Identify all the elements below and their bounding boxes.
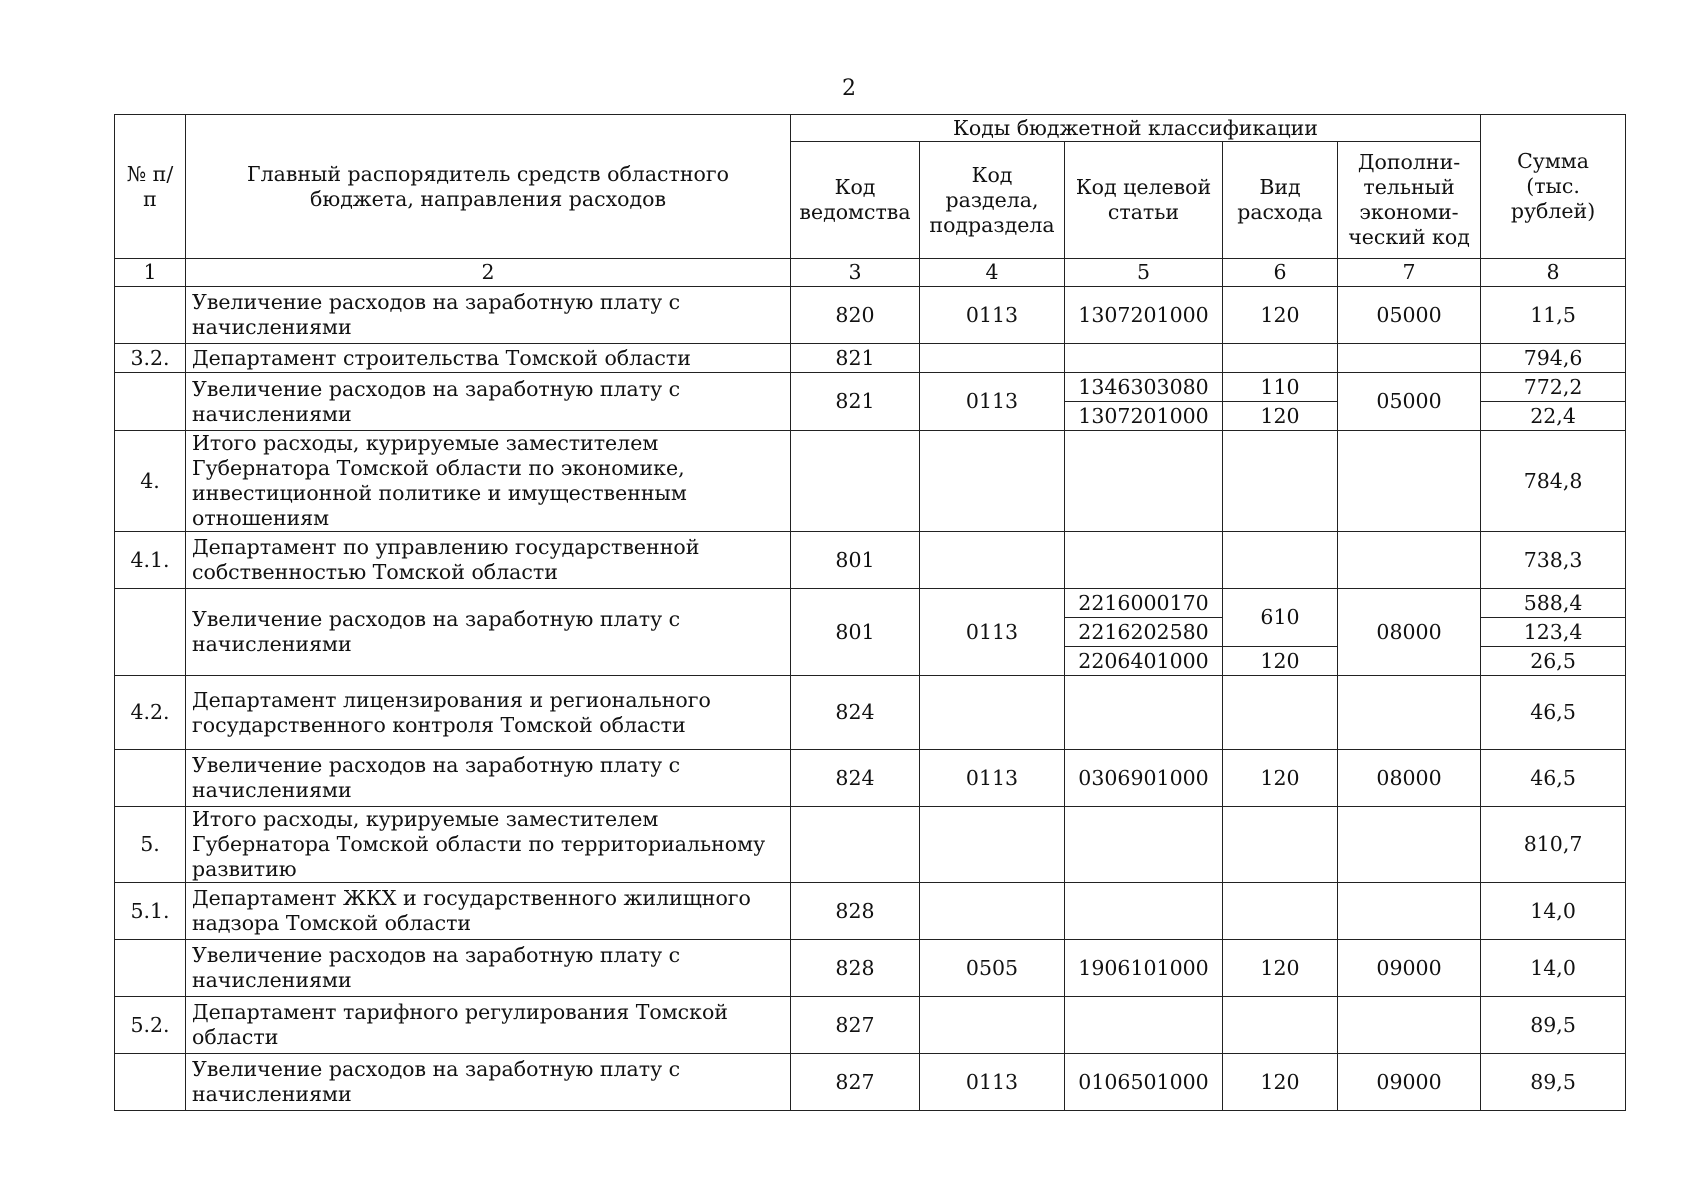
row-expense-type: 110 [1223,373,1338,402]
row-num [115,589,186,676]
row-target-code: 1307201000 [1065,402,1223,431]
row-num [115,373,186,431]
row-extra-code: 05000 [1338,373,1481,431]
row-target-code: 1906101000 [1065,940,1223,997]
table-row [115,431,1626,532]
row-section-code: 0113 [920,750,1065,807]
column-number: 5 [1065,259,1223,287]
row-expense-type [1223,807,1338,883]
row-target-code: 1307201000 [1065,287,1223,344]
row-name: Департамент ЖКХ и государственного жилищного надзора Томской области [186,883,791,940]
header-target-code: Код целевой статьи [1065,142,1223,259]
row-target-code [1065,532,1223,589]
column-number: 7 [1338,259,1481,287]
header-name: Главный распорядитель средств областного бюджета, направления расходов [186,115,791,259]
row-target-code [1065,997,1223,1054]
row-name: Итого расходы, курируемые заместителем Губернатора Томской области по территориальному развитию [186,807,791,883]
row-extra-code [1338,997,1481,1054]
row-dept-code [791,807,920,883]
row-num: 4. [115,431,186,532]
row-expense-type [1223,431,1338,532]
table-row [115,807,1626,883]
row-target-code [1065,431,1223,532]
row-expense-type: 120 [1223,287,1338,344]
row-target-code: 0306901000 [1065,750,1223,807]
row-expense-type: 120 [1223,1054,1338,1111]
row-num: 4.2. [115,676,186,750]
row-expense-type: 120 [1223,402,1338,431]
header-dept-code: Код ведомства [791,142,920,259]
row-extra-code [1338,532,1481,589]
row-expense-type: 120 [1223,750,1338,807]
row-extra-code [1338,883,1481,940]
row-name: Департамент по управлению государственной собственностью Томской области [186,532,791,589]
table-row [115,676,1626,750]
row-dept-code: 801 [791,589,920,676]
row-sum: 22,4 [1481,402,1626,431]
row-sum: 794,6 [1481,344,1626,373]
header-codes-group: Коды бюджетной классификации [791,115,1481,142]
row-target-code [1065,807,1223,883]
row-dept-code: 828 [791,883,920,940]
row-sum: 772,2 [1481,373,1626,402]
row-expense-type [1223,676,1338,750]
column-number: 8 [1481,259,1626,287]
row-target-code: 2206401000 [1065,647,1223,676]
row-sum: 738,3 [1481,532,1626,589]
row-extra-code [1338,431,1481,532]
row-extra-code: 05000 [1338,287,1481,344]
row-target-code [1065,676,1223,750]
header-section-code: Код раздела, подраздела [920,142,1065,259]
row-name: Увеличение расходов на заработную плату с начислениями [186,589,791,676]
row-target-code: 0106501000 [1065,1054,1223,1111]
row-target-code: 2216000170 [1065,589,1223,618]
row-name: Итого расходы, курируемые заместителем Губернатора Томской области по экономике, инвестиционной политике и имущественным отношениям [186,431,791,532]
row-extra-code: 08000 [1338,589,1481,676]
column-number: 2 [186,259,791,287]
column-number: 4 [920,259,1065,287]
row-name: Увеличение расходов на заработную плату с начислениями [186,1054,791,1111]
row-target-code [1065,344,1223,373]
row-expense-type: 120 [1223,940,1338,997]
page-number: 2 [842,76,856,101]
row-dept-code: 824 [791,676,920,750]
row-expense-type [1223,883,1338,940]
row-name: Увеличение расходов на заработную плату с начислениями [186,373,791,431]
budget-table [114,114,1626,1111]
table-row [115,532,1626,589]
header-extra-code: Дополни-тельный экономи-ческий код [1338,142,1481,259]
row-dept-code: 827 [791,1054,920,1111]
row-name: Департамент строительства Томской области [186,344,791,373]
row-num [115,940,186,997]
row-dept-code: 827 [791,997,920,1054]
row-dept-code: 820 [791,287,920,344]
column-numbers-row [115,259,1626,287]
row-section-code [920,676,1065,750]
row-num: 5.2. [115,997,186,1054]
row-num [115,1054,186,1111]
row-section-code: 0113 [920,1054,1065,1111]
table-row [115,997,1626,1054]
row-sum: 46,5 [1481,750,1626,807]
row-section-code [920,532,1065,589]
row-expense-type [1223,997,1338,1054]
table-row [115,287,1626,344]
row-num: 5. [115,807,186,883]
row-name: Увеличение расходов на заработную плату с начислениями [186,750,791,807]
row-sum: 89,5 [1481,1054,1626,1111]
row-name: Увеличение расходов на заработную плату с начислениями [186,940,791,997]
row-section-code [920,883,1065,940]
row-name: Департамент тарифного регулирования Томской области [186,997,791,1054]
column-number: 3 [791,259,920,287]
row-sum: 14,0 [1481,940,1626,997]
row-section-code: 0113 [920,589,1065,676]
table-row [115,940,1626,997]
header-expense-type: Вид расхода [1223,142,1338,259]
row-name: Департамент лицензирования и регионального государственного контроля Томской области [186,676,791,750]
row-expense-type: 120 [1223,647,1338,676]
row-dept-code [791,431,920,532]
row-extra-code: 09000 [1338,1054,1481,1111]
row-sum: 89,5 [1481,997,1626,1054]
row-extra-code: 09000 [1338,940,1481,997]
row-expense-type [1223,532,1338,589]
row-num: 3.2. [115,344,186,373]
row-expense-type: 610 [1223,589,1338,647]
row-sum: 810,7 [1481,807,1626,883]
column-number: 1 [115,259,186,287]
row-num [115,750,186,807]
row-extra-code [1338,344,1481,373]
row-dept-code: 801 [791,532,920,589]
row-num [115,287,186,344]
table-row [115,373,1626,402]
row-name: Увеличение расходов на заработную плату с начислениями [186,287,791,344]
header-row [115,115,1626,142]
row-expense-type [1223,344,1338,373]
row-target-code: 1346303080 [1065,373,1223,402]
row-dept-code: 821 [791,373,920,431]
row-section-code: 0113 [920,287,1065,344]
row-sum: 26,5 [1481,647,1626,676]
row-num: 4.1. [115,532,186,589]
table-row [115,344,1626,373]
row-section-code: 0113 [920,373,1065,431]
row-extra-code [1338,676,1481,750]
header-num: № п/п [115,115,186,259]
table-row [115,1054,1626,1111]
row-sum: 11,5 [1481,287,1626,344]
row-num: 5.1. [115,883,186,940]
row-dept-code: 828 [791,940,920,997]
row-extra-code [1338,807,1481,883]
column-number: 6 [1223,259,1338,287]
row-extra-code: 08000 [1338,750,1481,807]
table-row [115,883,1626,940]
row-sum: 123,4 [1481,618,1626,647]
row-dept-code: 821 [791,344,920,373]
row-sum: 14,0 [1481,883,1626,940]
row-dept-code: 824 [791,750,920,807]
row-section-code [920,807,1065,883]
row-section-code [920,431,1065,532]
row-sum: 588,4 [1481,589,1626,618]
row-sum: 46,5 [1481,676,1626,750]
table-row [115,589,1626,618]
header-sum: Сумма (тыс. рублей) [1481,115,1626,259]
table-row [115,750,1626,807]
row-sum: 784,8 [1481,431,1626,532]
row-section-code: 0505 [920,940,1065,997]
row-section-code [920,344,1065,373]
row-target-code: 2216202580 [1065,618,1223,647]
row-target-code [1065,883,1223,940]
row-section-code [920,997,1065,1054]
